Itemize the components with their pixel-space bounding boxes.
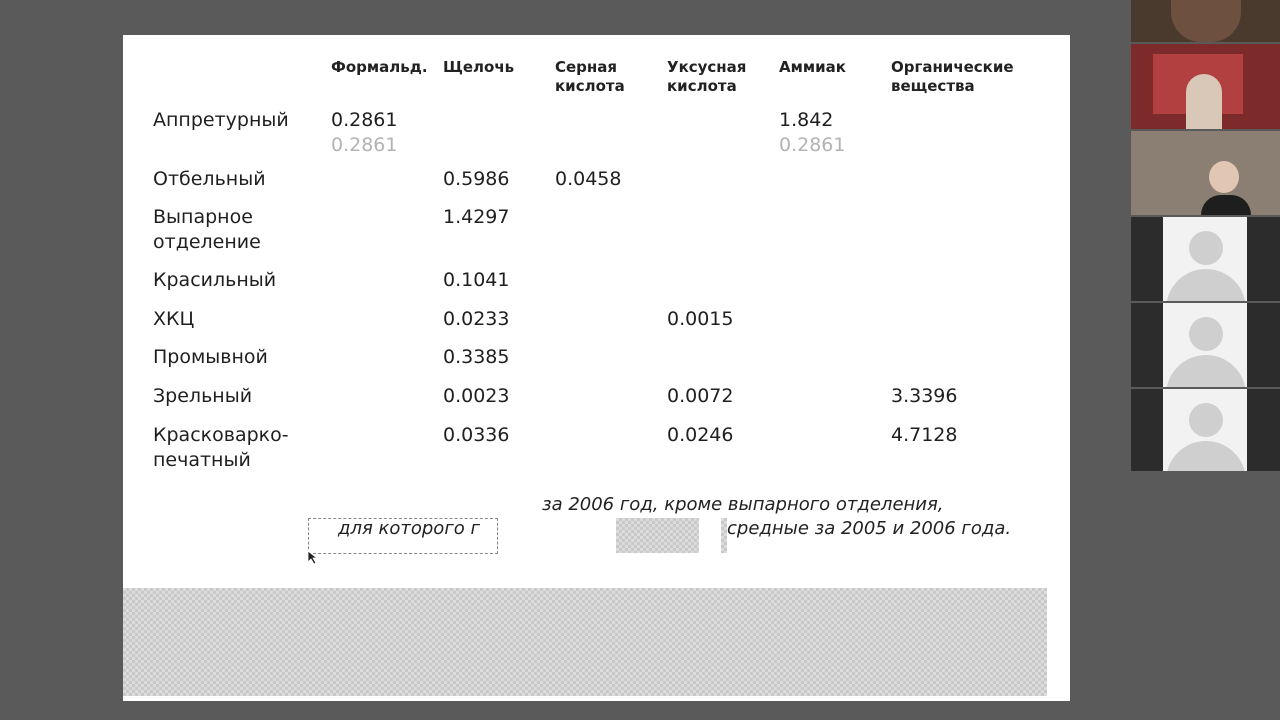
cell-printing-acetic: 0.0246 — [667, 424, 734, 446]
mouse-cursor-icon — [307, 550, 321, 566]
cell-dyeing-alkali: 0.1041 — [443, 269, 510, 291]
avatar-placeholder — [1163, 389, 1247, 471]
note-line-2-end: средные за 2005 и 2006 года. — [727, 518, 1012, 539]
header-ammonia: Аммиак — [779, 58, 846, 76]
redaction-patch — [616, 518, 699, 553]
header-alkali: Щелочь — [443, 58, 515, 76]
row-label-printing: Красковарко- печатный — [153, 424, 289, 471]
cell-bleaching-sulfuric: 0.0458 — [555, 168, 622, 190]
cell-finishing-formaldehyde-ghost: 0.2861 — [331, 134, 398, 156]
participant-tile-6[interactable] — [1131, 389, 1280, 471]
participant-tile-4[interactable] — [1131, 217, 1280, 301]
cell-hkc-acetic: 0.0015 — [667, 308, 734, 330]
cell-finishing-formaldehyde: 0.2861 — [331, 109, 398, 131]
cell-evaporation-alkali: 1.4297 — [443, 206, 510, 228]
transparent-region — [123, 588, 1047, 696]
row-label-finishing: Аппретурный — [153, 109, 289, 131]
participant-tile-1[interactable] — [1131, 0, 1280, 42]
cell-maturing-acetic: 0.0072 — [667, 385, 734, 407]
avatar-body-icon — [1166, 441, 1246, 471]
participant-tile-5[interactable] — [1131, 303, 1280, 387]
participant-person — [1209, 161, 1239, 193]
avatar-body-icon — [1166, 355, 1246, 387]
cell-washing-alkali: 0.3385 — [443, 346, 510, 368]
note-line-1: за 2006 год, кроме выпарного отделения, — [542, 494, 944, 515]
avatar-head-icon — [1189, 231, 1223, 265]
row-label-maturing: Зрельный — [153, 385, 253, 407]
participant-tile-3[interactable] — [1131, 131, 1280, 215]
row-label-hkc: ХКЦ — [153, 308, 195, 330]
cell-bleaching-alkali: 0.5986 — [443, 168, 510, 190]
row-label-dyeing: Красильный — [153, 269, 277, 291]
cell-printing-organic: 4.7128 — [891, 424, 958, 446]
header-formaldehyde: Формальд. — [331, 58, 428, 76]
participant-person-body — [1201, 195, 1251, 215]
participant-video — [1171, 0, 1241, 42]
note-line-2-start: для которого г — [338, 518, 480, 539]
row-label-bleaching: Отбельный — [153, 168, 266, 190]
cell-maturing-alkali: 0.0023 — [443, 385, 510, 407]
avatar-body-icon — [1166, 269, 1246, 301]
header-sulfuric-acid: Серная кислота — [555, 58, 625, 95]
header-organic: Органические вещества — [891, 58, 1014, 95]
header-acetic-acid: Уксусная кислота — [667, 58, 747, 95]
avatar-placeholder — [1163, 303, 1247, 387]
cell-finishing-ammonia: 1.842 — [779, 109, 834, 131]
presentation-slide — [123, 35, 1070, 701]
participant-person — [1186, 74, 1222, 129]
cell-maturing-organic: 3.3396 — [891, 385, 958, 407]
avatar-placeholder — [1163, 217, 1247, 301]
row-label-washing: Промывной — [153, 346, 268, 368]
avatar-head-icon — [1189, 403, 1223, 437]
cell-finishing-ammonia-ghost: 0.2861 — [779, 134, 846, 156]
cell-printing-alkali: 0.0336 — [443, 424, 510, 446]
row-label-evaporation: Выпарное отделение — [153, 206, 261, 253]
participant-tile-2[interactable] — [1131, 44, 1280, 129]
cell-hkc-alkali: 0.0233 — [443, 308, 510, 330]
avatar-head-icon — [1189, 317, 1223, 351]
